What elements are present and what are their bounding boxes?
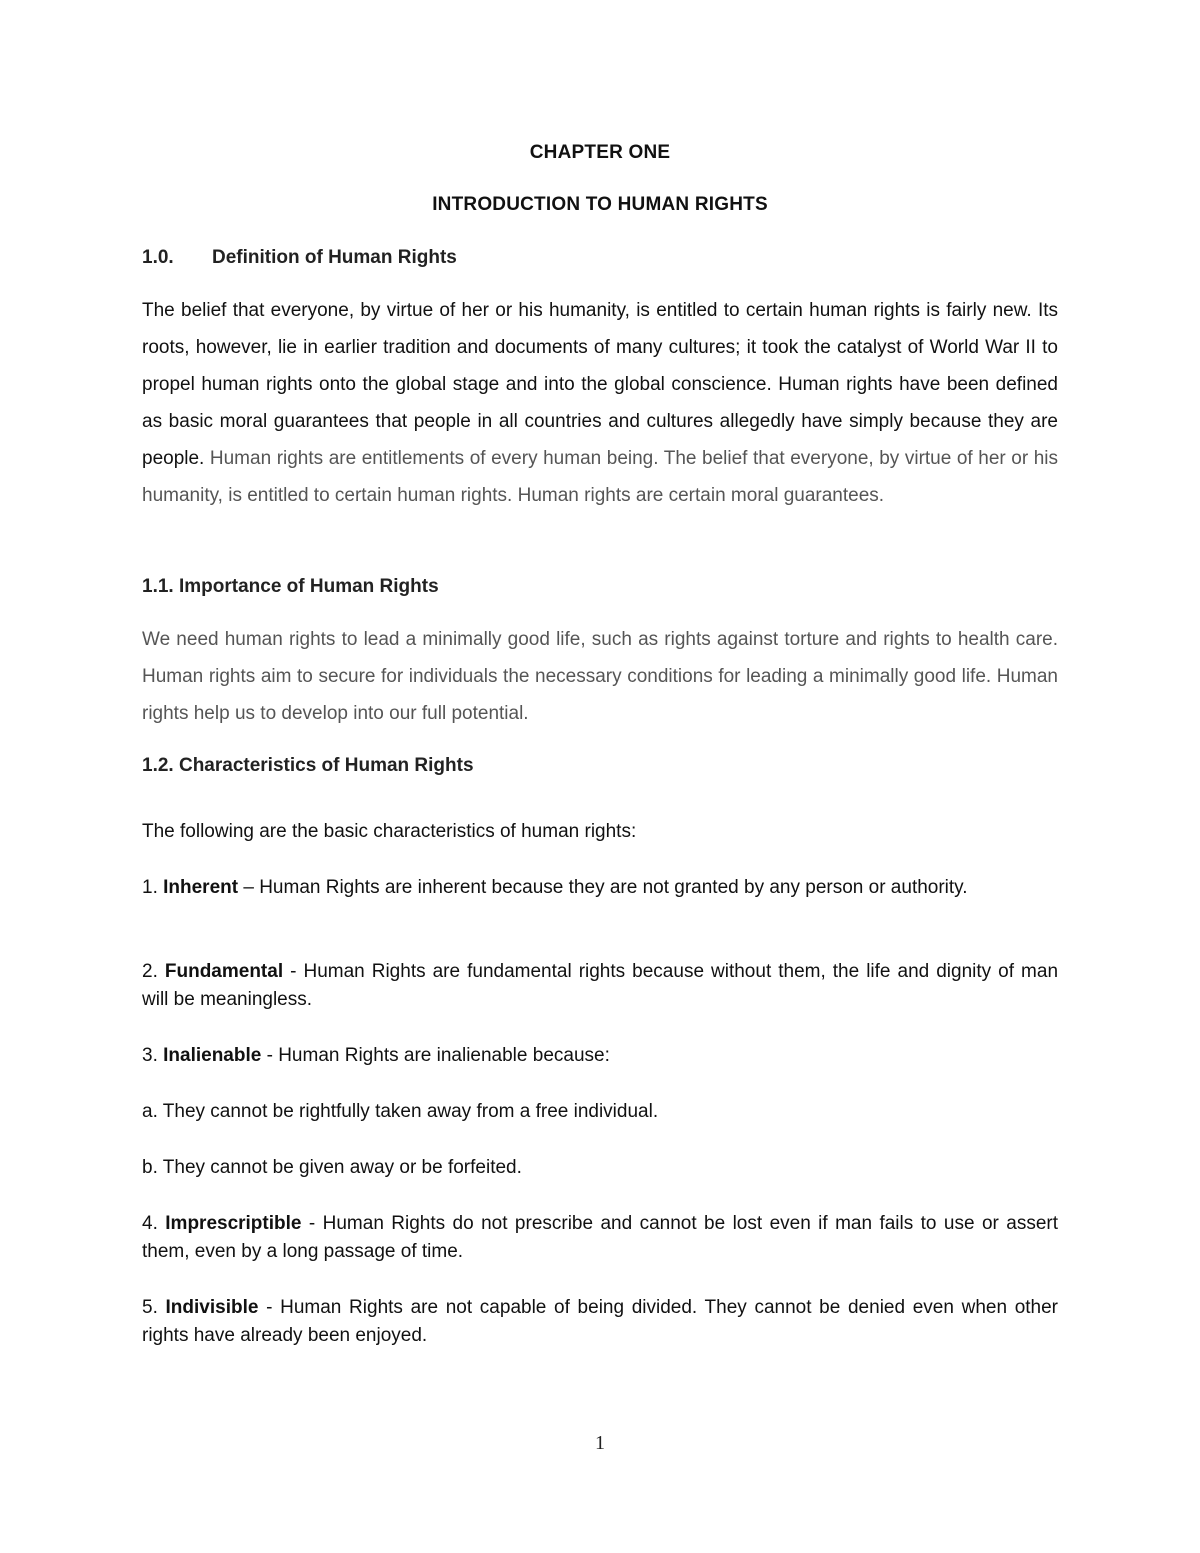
- chapter-title: INTRODUCTION TO HUMAN RIGHTS: [432, 194, 768, 215]
- section-1-1-paragraph: We need human rights to lead a minimally good life, such as rights against torture and rights to health care. Human rights aim to secure for individuals the necessary conditions for leading a minimally good life. Human rights help us to develop into our full potential.: [142, 629, 1058, 724]
- section-1-0-paragraph: [142, 292, 1058, 514]
- characteristic-term: Fundamental: [164, 961, 284, 982]
- section-1-2-intro: The following are the basic characteristics of human rights:: [142, 821, 637, 842]
- page-number: 1: [595, 1432, 605, 1454]
- section-1-0-text-gray: Human rights are entitlements of every human being. The belief that everyone, by virtue of her or his humanity, is entitled to certain human rights. Human rights are certain moral guarantees.: [142, 448, 1058, 506]
- characteristic-subitem: a. They cannot be rightfully taken away from a free individual.: [142, 1101, 659, 1122]
- section-1-2-heading: 1.2. Characteristics of Human Rights: [142, 755, 474, 776]
- section-1-0-heading: [142, 247, 457, 269]
- section-1-1-heading: 1.1. Importance of Human Rights: [142, 576, 439, 597]
- characteristic-term: Inherent: [163, 877, 239, 898]
- characteristic-item: 2. Fundamental - Human Rights are fundamental rights because without them, the life and dignity of man will be meaningless.: [142, 961, 1059, 1010]
- characteristic-item: 3. Inalienable - Human Rights are inalienable because:: [142, 1045, 610, 1066]
- section-1-0-text: The belief that everyone, by virtue of her or his humanity, is entitled to certain human rights is fairly new. Its roots, however, lie in earlier tradition and documents of many cultures; it took the catalyst of World War II to propel human rights onto the global stage and into the global conscience. Human rights have been defined as basic moral guarantees that people in all countries and cultures allegedly have simply because they are people.: [142, 300, 1058, 469]
- characteristic-item: 1. Inherent – Human Rights are inherent because they are not granted by any person or authority.: [142, 877, 968, 898]
- characteristic-subitem: b. They cannot be given away or be forfeited.: [142, 1157, 522, 1178]
- characteristic-item: 4. Imprescriptible - Human Rights do not prescribe and cannot be lost even if man fails to use or assert them, even by a long passage of time.: [142, 1213, 1059, 1262]
- characteristic-item: 5. Indivisible - Human Rights are not capable of being divided. They cannot be denied even when other rights have already been enjoyed.: [142, 1297, 1058, 1346]
- characteristic-term: Inalienable: [163, 1045, 262, 1066]
- characteristic-term: Imprescriptible: [165, 1213, 302, 1234]
- section-1-0-title: Definition of Human Rights: [212, 247, 457, 268]
- chapter-label: CHAPTER ONE: [529, 142, 671, 163]
- characteristic-term: Indivisible: [165, 1297, 259, 1318]
- section-1-0-number: 1.0.: [142, 247, 174, 268]
